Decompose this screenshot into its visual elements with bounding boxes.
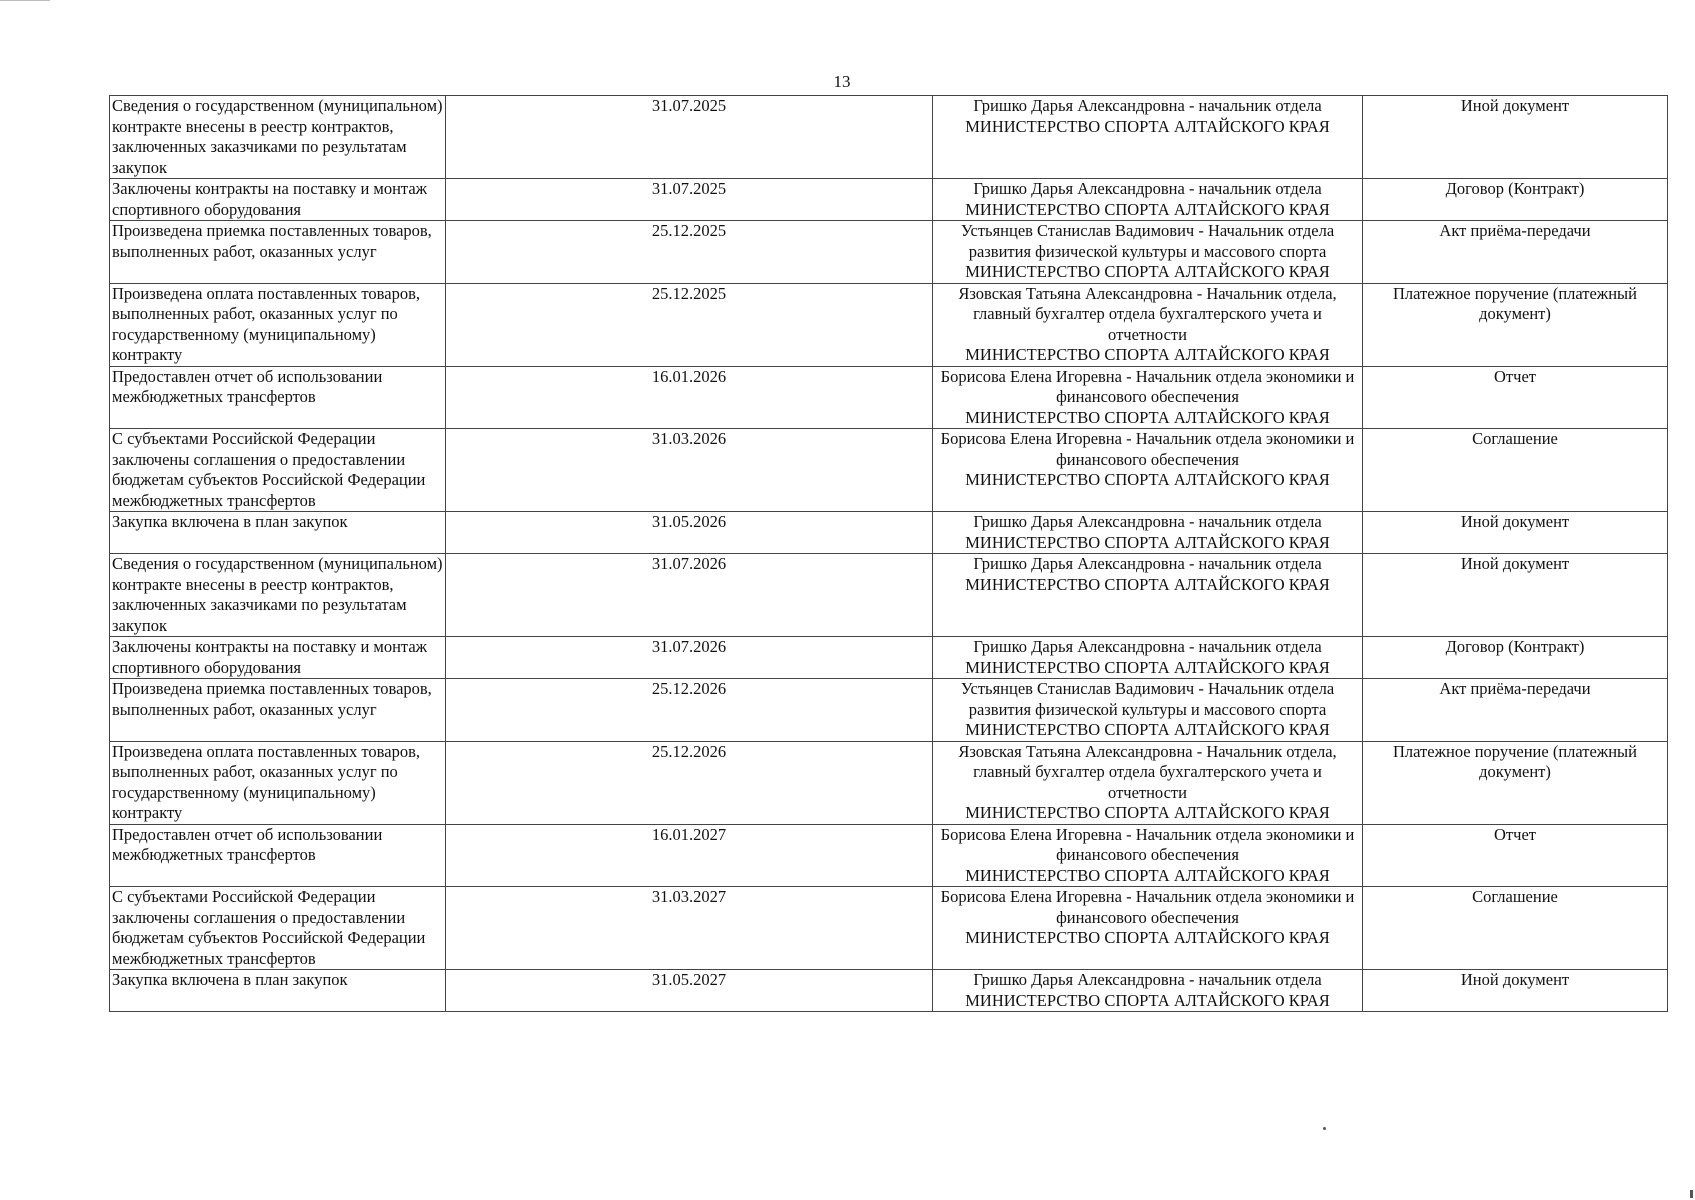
responsible-cell: [933, 554, 1363, 637]
document-type-cell: Платежное поручение (платежный документ): [1363, 741, 1668, 824]
date-cell: 25.12.2025: [446, 221, 933, 284]
event-cell: Заключены контракты на поставку и монтаж спортивного оборудования: [110, 179, 446, 221]
table-row: [110, 554, 1668, 637]
responsible-person: Устьянцев Станислав Вадимович - Начальник отдела развития физической культуры и массового спорта: [960, 679, 1335, 719]
responsible-organization: МИНИСТЕРСТВО СПОРТА АЛТАЙСКОГО КРАЯ: [965, 865, 1330, 885]
responsible-organization: МИНИСТЕРСТВО СПОРТА АЛТАЙСКОГО КРАЯ: [965, 720, 1330, 739]
document-type-cell: Акт приёма-передачи: [1363, 221, 1668, 284]
responsible-person: Гришко Дарья Александровна - начальник отдела: [973, 512, 1322, 531]
responsible-person: Борисова Елена Игоревна - Начальник отдела экономики и финансового обеспечения: [940, 366, 1355, 406]
responsible-cell: [933, 512, 1363, 554]
event-cell: Произведена приемка поставленных товаров, выполненных работ, оказанных услуг: [110, 221, 446, 284]
date-cell: 31.07.2026: [446, 637, 933, 679]
table-row: [110, 221, 1668, 284]
table-row: [110, 824, 1668, 887]
document-type-cell: Отчет: [1363, 366, 1668, 429]
responsible-person: Язовская Татьяна Александровна - Начальник отдела, главный бухгалтер отдела бухгалтерского учета и отчетности: [958, 741, 1337, 802]
date-cell: 31.07.2025: [446, 96, 933, 179]
responsible-person: Устьянцев Станислав Вадимович - Начальник отдела развития физической культуры и массового спорта: [960, 221, 1335, 261]
date-cell: 31.05.2026: [446, 512, 933, 554]
responsible-organization: МИНИСТЕРСТВО СПОРТА АЛТАЙСКОГО КРАЯ: [965, 574, 1330, 594]
document-type-cell: Иной документ: [1363, 512, 1668, 554]
responsible-organization: МИНИСТЕРСТВО СПОРТА АЛТАЙСКОГО КРАЯ: [965, 407, 1330, 427]
responsible-person: Борисова Елена Игоревна - Начальник отдела экономики и финансового обеспечения: [940, 824, 1355, 864]
responsible-cell: [933, 679, 1363, 742]
document-type-cell: Акт приёма-передачи: [1363, 679, 1668, 742]
table-row: [110, 96, 1668, 179]
responsible-cell: [933, 96, 1363, 179]
responsible-cell: [933, 283, 1363, 366]
responsible-cell: [933, 637, 1363, 679]
responsible-cell: [933, 824, 1363, 887]
event-cell: С субъектами Российской Федерации заключены соглашения о предоставлении бюджетам субъектов Российской Федерации межбюджетных трансфертов: [110, 887, 446, 970]
document-type-cell: Договор (Контракт): [1363, 637, 1668, 679]
document-type-cell: Иной документ: [1363, 970, 1668, 1012]
date-cell: 16.01.2026: [446, 366, 933, 429]
responsible-person: Гришко Дарья Александровна - начальник отдела: [973, 554, 1322, 573]
event-cell: Сведения о государственном (муниципальном) контракте внесены в реестр контрактов, заключенных заказчиками по результатам закупок: [110, 96, 446, 179]
table-row: [110, 429, 1668, 512]
table-row: [110, 970, 1668, 1012]
table-row: [110, 179, 1668, 221]
date-cell: 25.12.2025: [446, 283, 933, 366]
table-row: [110, 283, 1668, 366]
responsible-organization: МИНИСТЕРСТВО СПОРТА АЛТАЙСКОГО КРАЯ: [965, 345, 1330, 364]
table-row: [110, 512, 1668, 554]
date-cell: 31.07.2025: [446, 179, 933, 221]
date-cell: 25.12.2026: [446, 679, 933, 742]
document-type-cell: Договор (Контракт): [1363, 179, 1668, 221]
date-cell: 31.07.2026: [446, 554, 933, 637]
event-cell: Закупка включена в план закупок: [110, 512, 446, 554]
responsible-cell: [933, 221, 1363, 284]
table-row: [110, 679, 1668, 742]
event-cell: Закупка включена в план закупок: [110, 970, 446, 1012]
scan-speck: [1690, 1190, 1693, 1198]
page-number: 13: [833, 72, 851, 91]
responsible-organization: МИНИСТЕРСТВО СПОРТА АЛТАЙСКОГО КРАЯ: [965, 199, 1330, 219]
document-type-cell: Иной документ: [1363, 554, 1668, 637]
event-cell: Произведена оплата поставленных товаров, выполненных работ, оказанных услуг по государственному (муниципальному) контракту: [110, 283, 446, 366]
responsible-organization: МИНИСТЕРСТВО СПОРТА АЛТАЙСКОГО КРАЯ: [965, 928, 1330, 947]
event-cell: Произведена оплата поставленных товаров, выполненных работ, оказанных услуг по государственному (муниципальному) контракту: [110, 741, 446, 824]
control-points-table: [109, 95, 1668, 1012]
event-cell: Предоставлен отчет об использовании межбюджетных трансфертов: [110, 824, 446, 887]
document-type-cell: Платежное поручение (платежный документ): [1363, 283, 1668, 366]
table-row: [110, 741, 1668, 824]
responsible-person: Гришко Дарья Александровна - начальник отдела: [973, 179, 1322, 198]
responsible-cell: [933, 366, 1363, 429]
event-cell: С субъектами Российской Федерации заключены соглашения о предоставлении бюджетам субъектов Российской Федерации межбюджетных трансфертов: [110, 429, 446, 512]
document-type-cell: Иной документ: [1363, 96, 1668, 179]
responsible-person: Борисова Елена Игоревна - Начальник отдела экономики и финансового обеспечения: [940, 887, 1355, 927]
responsible-organization: МИНИСТЕРСТВО СПОРТА АЛТАЙСКОГО КРАЯ: [965, 657, 1330, 677]
responsible-cell: [933, 429, 1363, 512]
table-row: [110, 637, 1668, 679]
responsible-person: Борисова Елена Игоревна - Начальник отдела экономики и финансового обеспечения: [940, 429, 1355, 469]
date-cell: 25.12.2026: [446, 741, 933, 824]
responsible-organization: МИНИСТЕРСТВО СПОРТА АЛТАЙСКОГО КРАЯ: [965, 262, 1330, 281]
date-cell: 16.01.2027: [446, 824, 933, 887]
event-cell: Сведения о государственном (муниципальном) контракте внесены в реестр контрактов, заключенных заказчиками по результатам закупок: [110, 554, 446, 637]
responsible-cell: [933, 887, 1363, 970]
event-cell: Произведена приемка поставленных товаров, выполненных работ, оказанных услуг: [110, 679, 446, 742]
table-body: [110, 96, 1668, 1012]
scan-speck: [1323, 1127, 1326, 1130]
responsible-organization: МИНИСТЕРСТВО СПОРТА АЛТАЙСКОГО КРАЯ: [965, 990, 1330, 1010]
table-row: [110, 887, 1668, 970]
responsible-organization: МИНИСТЕРСТВО СПОРТА АЛТАЙСКОГО КРАЯ: [965, 470, 1330, 489]
date-cell: 31.03.2027: [446, 887, 933, 970]
event-cell: Заключены контракты на поставку и монтаж спортивного оборудования: [110, 637, 446, 679]
responsible-organization: МИНИСТЕРСТВО СПОРТА АЛТАЙСКОГО КРАЯ: [965, 803, 1330, 822]
date-cell: 31.03.2026: [446, 429, 933, 512]
date-cell: 31.05.2027: [446, 970, 933, 1012]
document-type-cell: Соглашение: [1363, 429, 1668, 512]
responsible-organization: МИНИСТЕРСТВО СПОРТА АЛТАЙСКОГО КРАЯ: [965, 532, 1330, 552]
responsible-organization: МИНИСТЕРСТВО СПОРТА АЛТАЙСКОГО КРАЯ: [965, 116, 1330, 136]
responsible-person: Гришко Дарья Александровна - начальник отдела: [973, 637, 1322, 656]
responsible-person: Гришко Дарья Александровна - начальник отдела: [973, 970, 1322, 989]
responsible-person: Гришко Дарья Александровна - начальник отдела: [973, 96, 1322, 115]
scan-edge-line: [0, 0, 50, 1]
document-type-cell: Отчет: [1363, 824, 1668, 887]
responsible-cell: [933, 179, 1363, 221]
responsible-cell: [933, 970, 1363, 1012]
responsible-person: Язовская Татьяна Александровна - Начальник отдела, главный бухгалтер отдела бухгалтерского учета и отчетности: [958, 283, 1337, 344]
document-type-cell: Соглашение: [1363, 887, 1668, 970]
responsible-cell: [933, 741, 1363, 824]
table-row: [110, 366, 1668, 429]
event-cell: Предоставлен отчет об использовании межбюджетных трансфертов: [110, 366, 446, 429]
